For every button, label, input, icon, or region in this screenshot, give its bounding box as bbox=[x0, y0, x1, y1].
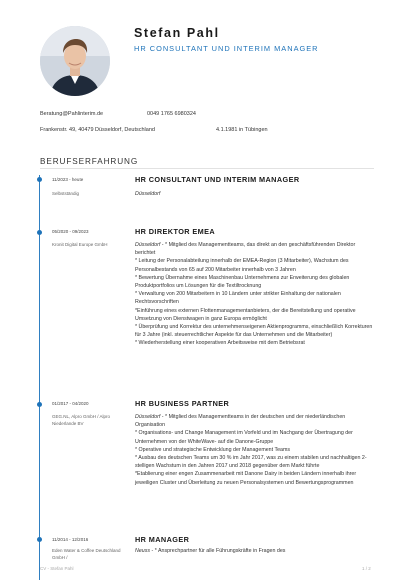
timeline-dot bbox=[37, 177, 42, 182]
entry-bullet: * Ausbau des deutschen Teams um 30 % im Jahr 2017, was zu einem stabilen und nachhaltigen 2-stelligen Wachstum in den Jahren 2017 und 2018 gegenüber dem Markt führte bbox=[135, 455, 367, 470]
entry-bullet: * Wiederherstellung einer kooperativen Arbeitsweise mit dem Betriebsrat bbox=[135, 340, 305, 347]
candidate-role: HR CONSULTANT UND INTERIM MANAGER bbox=[134, 44, 319, 53]
footer-document-label: CV - Stefan Pahl bbox=[40, 566, 74, 571]
phone-number: 0049 1765 6980324 bbox=[147, 111, 196, 117]
entry-dates: 05/2020 - 09/2023 bbox=[52, 229, 89, 234]
entry-location: Neuss bbox=[135, 548, 151, 554]
person-portrait-image bbox=[40, 26, 110, 96]
entry-description bbox=[135, 547, 374, 555]
entry-dates: 01/2017 - 04/2020 bbox=[52, 401, 89, 406]
entry-title: HR DIREKTOR EMEA bbox=[135, 227, 216, 236]
entry-lead: - * Mitglied des Managementteams, das direkt an den geschäftsführenden Direktor berichtet bbox=[135, 242, 356, 257]
entry-company: Eden Water & Coffee Deutschland GmbH / bbox=[52, 548, 121, 560]
entry-bullet: * Überprüfung und Korrektur des unternehmenseigenen Aktienprogramms, einschließlich Korrekturen für 3 Jahre (inkl. steuerrechtlicher Aspekte für das Unternehmen und die Mitarbeiter) bbox=[135, 324, 373, 339]
entry-bullet: * Leitung der Personalabteilung innerhalb der EMEA-Region (3 Mitarbeiter), Wachstum des Personalbestands von 65 auf 200 Mitarbeiter innerhalb von 3 Jahren bbox=[135, 258, 349, 273]
entry-lead: - * Ansprechpartner für alle Führungskräfte in Fragen des bbox=[150, 548, 286, 554]
entry-description bbox=[135, 190, 374, 198]
entry-description bbox=[135, 413, 374, 487]
entry-title: HR CONSULTANT UND INTERIM MANAGER bbox=[135, 175, 300, 184]
section-divider bbox=[40, 168, 374, 169]
entry-bullet: *Einführung eines externen Flottenmanagementanbieters, der die Bereitstellung und operative Umsetzung von Dienstwagen in ganz Europa ermöglicht bbox=[135, 307, 356, 322]
address-text: Frankenstr. 49, 40479 Düsseldorf, Deutschland bbox=[40, 127, 155, 133]
entry-bullet: *Etablierung einer engen Zusammenarbeit mit Danone Dairy in beiden Ländern innerhalb ihrer jeweiligen Cluster und Überleitung zu neuen Personalsystemen und Bewertungsprogrammen bbox=[135, 471, 357, 486]
entry-bullet: * Organisations- und Change Management im Vorfeld und im Nachgang der Übertragung der Unternehmen von der WhiteWave- auf die Danone-Gruppe bbox=[135, 430, 353, 445]
entry-bullet: * Operative und strategische Entwicklung der Management Teams bbox=[135, 446, 291, 453]
entry-dates: 11/2023 - heute bbox=[52, 177, 84, 182]
entry-location: Düsseldorf bbox=[135, 191, 161, 197]
timeline-line bbox=[39, 175, 40, 580]
birth-info: 4.1.1981 in Tübingen bbox=[216, 127, 268, 133]
section-title-experience: BERUFSERFAHRUNG bbox=[40, 157, 139, 166]
entry-company: Selbstständig bbox=[52, 191, 80, 196]
entry-location: Düsseldorf bbox=[135, 414, 161, 420]
entry-company: Kronit Digital Europe GmbH bbox=[52, 242, 108, 247]
page-number: 1 / 2 bbox=[362, 566, 371, 571]
entry-title: HR MANAGER bbox=[135, 535, 190, 544]
timeline-dot bbox=[37, 230, 42, 235]
entry-dates: 11/2014 - 12/2016 bbox=[52, 537, 89, 542]
timeline-dot bbox=[37, 402, 42, 407]
profile-photo bbox=[40, 26, 110, 96]
candidate-name: Stefan Pahl bbox=[134, 26, 220, 40]
timeline-dot bbox=[37, 537, 42, 542]
entry-bullet: * Verwaltung von 200 Mitarbeitern in 10 Ländern unter strikter Einhaltung der nationalen Rechtsvorschriften bbox=[135, 291, 341, 306]
entry-description bbox=[135, 241, 374, 348]
email-link[interactable]: Beratung@Pahlinterim.de bbox=[40, 111, 104, 117]
entry-bullet: * Bewertung Übernahme eines Maschinenbau Unternehmens zur Erweiterung des globalen Produktportfolios um Lösungen für die Textiltrocknung bbox=[135, 274, 350, 290]
entry-title: HR BUSINESS PARTNER bbox=[135, 399, 230, 408]
entry-lead: - * Mitglied des Managementteams in der deutschen und der niederländischen Organisation bbox=[135, 414, 346, 429]
entry-company: GEG.NL, Alpro GmbH / Alpro Niederlande BV bbox=[52, 414, 111, 426]
entry-location: Düsseldorf bbox=[135, 242, 161, 248]
